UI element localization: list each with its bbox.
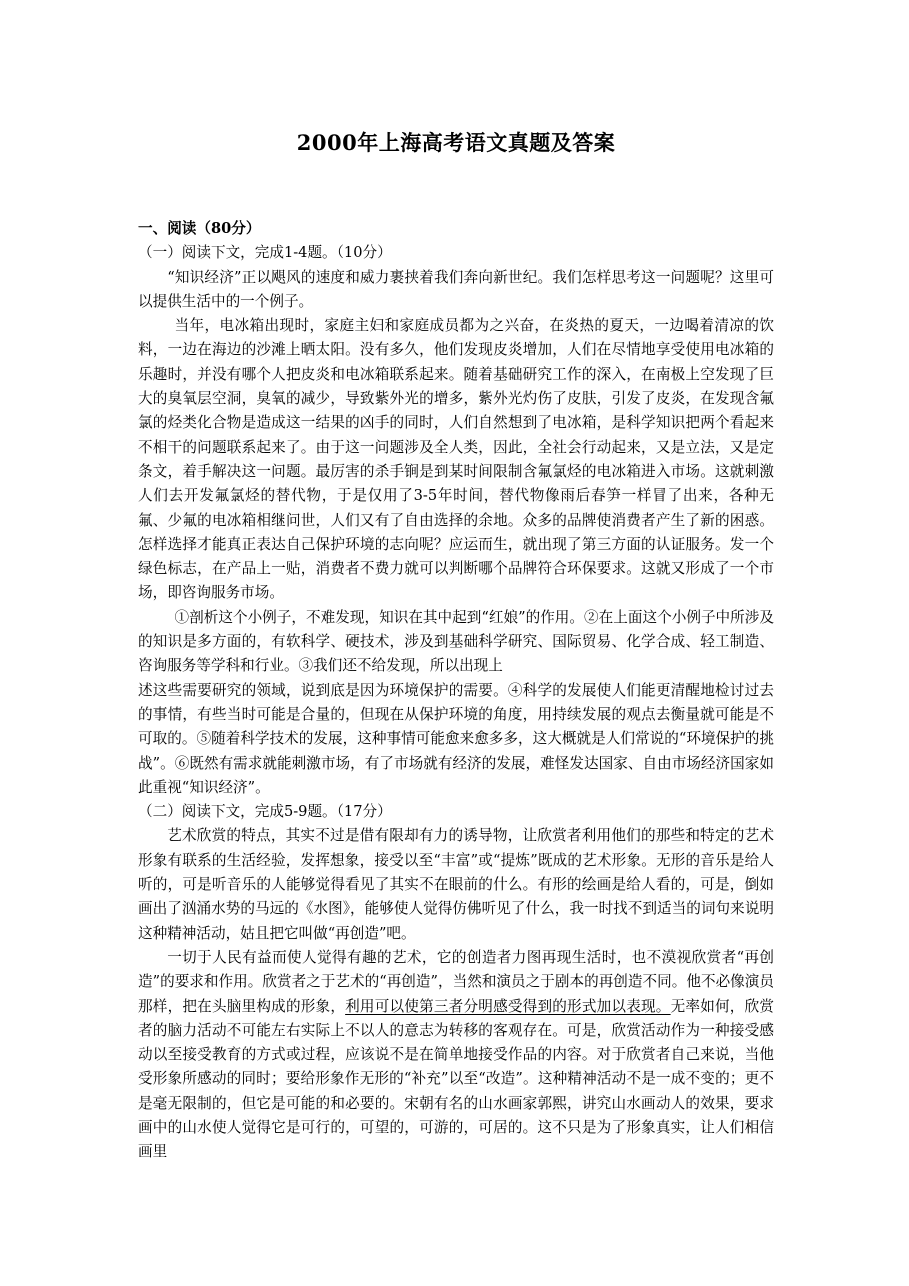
part2-paragraph-2-start: 一切于人民有益而使人觉得有趣的艺术，它的创造者力图再现生活时，也不漠视欣赏者“再创造”的要求和作用。欣赏者之于艺术的“再创造”，当然和演员之于剧本的再创造不同。他不必像演员那样，把在头脑里构成的形象，: [138, 948, 774, 1015]
part2-paragraph-2: [138, 946, 774, 1165]
part1-paragraph-1: “知识经济”正以飓风的速度和威力裹挟着我们奔向新世纪。我们怎样思考这一问题呢？这里可以提供生活中的一个例子。: [138, 268, 774, 310]
part1-paragraph-3b: 述这些需要研究的领域，说到底是因为环境保护的需要。④科学的发展使人们能更清醒地检讨过去的事情，有些当时可能是合量的，但现在从保护环境的角度，用持续发展的观点去衡量就可能是不可取的。⑤随着科学技术的发展，这种事情可能愈来愈多多，这大概就是人们常说的“环境保护的挑战”。⑥既然有需求就能刺激市场，有了市场就有经济的发展，难怪发达国家、自由市场经济国家如此重视“知识经济”。: [138, 681, 774, 796]
section-heading-reading: 一、阅读（80分）: [138, 220, 261, 237]
document-title: 2000年上海高考语文真题及答案: [296, 130, 616, 155]
part2-label: （二）阅读下文，完成5-9题。（17分）: [138, 803, 392, 821]
part2-paragraph-2-end: 无率如何，欣赏者的脑力活动不可能左右实际上不以人的意志为转移的客观存在。可是，欣赏活动作为一种接受感动以至接受教育的方式或过程，应该说不是在简单地接受作品的内容。对于欣赏者自己来说，当他受形象所感动的同时；要给形象作无形的“补充”以至“改造”。这种精神活动不是一成不变的；更不是毫无限制的，但它是可能的和必要的。宋朝有名的山水画家郭熙，讲究山水画动人的效果，要求画中的山水使人觉得它是可行的，可望的，可游的，可居的。这不只是为了形象真实，让人们相信画里: [138, 997, 774, 1161]
underlined-sentence: 利用可以使第三者分明感受得到的形式加以表现。: [345, 997, 671, 1015]
part1-paragraph-2: 当年，电冰箱出现时，家庭主妇和家庭成员都为之兴奋，在炎热的夏天，一边喝着清凉的饮料，一边在海边的沙滩上晒太阳。没有多久，他们发现皮炎增加，人们在尽情地享受使用电冰箱的乐趣时，并没有哪个人把皮炎和电冰箱联系起来。随着基础研究工作的深入，在南极上空发现了巨大的臭氧层空洞，臭氧的减少，导致紫外光的增多，紫外光灼伤了皮肤，引发了皮炎，在发现含氟氯的烃类化合物是造成这一结果的凶手的同时，人们自然想到了电冰箱，是科学知识把两个看起来不相干的问题联系起来了。由于这一问题涉及全人类，因此，全社会行动起来，又是立法，又是定条文，着手解决这一问题。最厉害的杀手锏是到某时间限制含氟氯烃的电冰箱进入市场。这就刺激人们去开发氟氯烃的替代物，于是仅用了3-5年时间，替代物像雨后春笋一样冒了出来，各种无氟、少氟的电冰箱相继问世，人们又有了自由选择的余地。众多的品牌使消费者产生了新的困惑。怎样选择才能真正表达自己保护环境的志向呢？应运而生，就出现了第三方面的认证服务。发一个绿色标志，在产品上一贴，消费者不费力就可以判断哪个品牌符合环保要求。这就又形成了一个市场，即咨询服务市场。: [138, 317, 774, 602]
part1-paragraph-3a: ①剖析这个小例子，不难发现，知识在其中起到“红娘”的作用。②在上面这个小例子中所涉及的知识是多方面的，有软科学、硬技术，涉及到基础科学研究、国际贸易、化学合成、轻工制造、咨询服务等学科和行业。③我们还不给发现，所以出现上: [138, 608, 774, 675]
document-body: [138, 217, 774, 1165]
part2-paragraph-1: 艺术欣赏的特点，其实不过是借有限却有力的诱导物，让欣赏者利用他们的那些和特定的艺术形象有联系的生活经验，发挥想象，接受以至“丰富”或“提炼”既成的艺术形象。无形的音乐是给人听的，可是听音乐的人能够觉得看见了其实不在眼前的什么。有形的绘画是给人看的，可是，倒如画出了汹涌水势的马远的《水图》，能够使人觉得仿佛听见了什么，我一时找不到适当的词句来说明这种精神活动，姑且把它叫做“再创造”吧。: [138, 827, 774, 942]
part1-label: （一）阅读下文，完成1-4题。（10分）: [138, 244, 392, 262]
